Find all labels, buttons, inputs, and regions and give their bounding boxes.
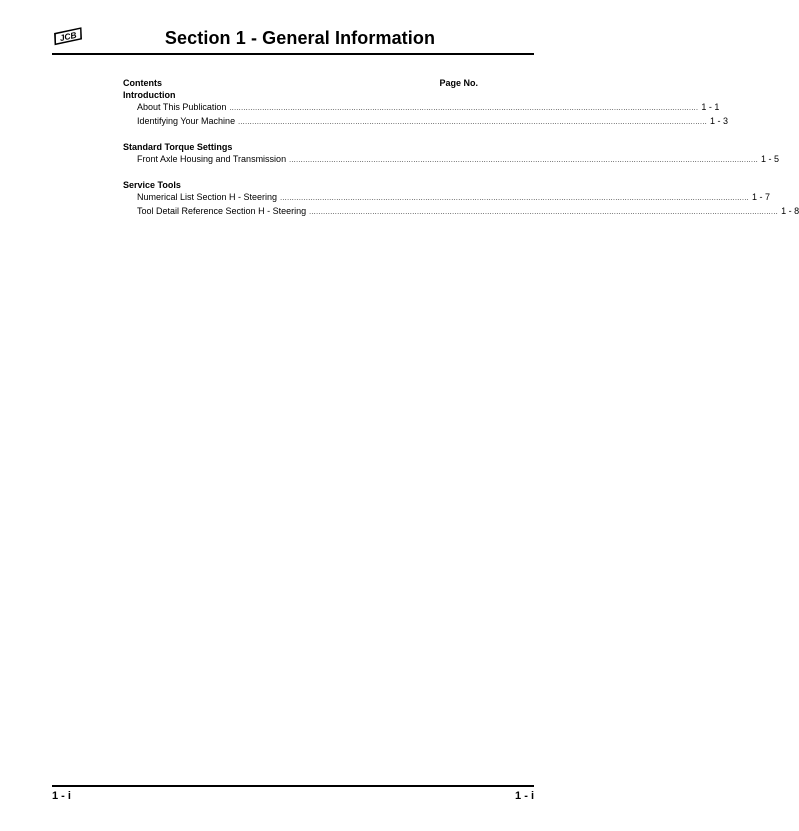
- toc-group-title: Introduction: [123, 90, 176, 100]
- header-rule: [52, 53, 534, 55]
- toc-entry-page: 1 - 7: [752, 192, 771, 202]
- contents-header: [123, 77, 478, 89]
- dot-leader: ........................................................................................................................................................................................................: [238, 119, 708, 126]
- toc-entry-page: 1 - 5: [761, 154, 780, 164]
- svg-text:JCB: JCB: [58, 29, 78, 44]
- page-title: Section 1 - General Information: [164, 28, 436, 48]
- toc-group-torque-settings: [123, 141, 780, 167]
- dot-leader: ........................................................................................................................................................................................................: [309, 209, 779, 216]
- toc-entry-label: Front Axle Housing and Transmission: [137, 154, 287, 164]
- toc-entry[interactable]: [123, 205, 799, 219]
- toc-entry-page: 1 - 3: [710, 116, 729, 126]
- toc-entry[interactable]: [123, 115, 729, 129]
- toc-entry-label: About This Publication: [137, 102, 227, 112]
- toc-entry-label: Identifying Your Machine: [137, 116, 236, 126]
- toc-entry-label: Tool Detail Reference Section H - Steering: [137, 206, 307, 216]
- toc-group-title: Standard Torque Settings: [123, 142, 233, 152]
- toc-entry-page: 1 - 8: [781, 206, 799, 216]
- toc-group-title: Service Tools: [123, 180, 181, 190]
- footer-page-number-right: 1 - i: [515, 790, 534, 802]
- contents-heading: Contents: [123, 78, 162, 88]
- table-of-contents: [123, 77, 799, 219]
- toc-entry[interactable]: [123, 153, 780, 167]
- toc-group-introduction: [123, 89, 729, 129]
- footer-rule: [52, 785, 534, 787]
- toc-entry[interactable]: [123, 191, 771, 205]
- toc-entry[interactable]: [123, 101, 720, 115]
- toc-group-service-tools: [123, 179, 799, 219]
- toc-entry-page: 1 - 1: [701, 102, 720, 112]
- dot-leader: ........................................................................................................................................................................................................: [229, 105, 699, 112]
- dot-leader: ........................................................................................................................................................................................................: [280, 195, 750, 202]
- page-number-heading: Page No.: [439, 78, 478, 88]
- footer-page-number-left: 1 - i: [52, 790, 71, 802]
- dot-leader: ........................................................................................................................................................................................................: [289, 157, 759, 164]
- toc-entry-label: Numerical List Section H - Steering: [137, 192, 278, 202]
